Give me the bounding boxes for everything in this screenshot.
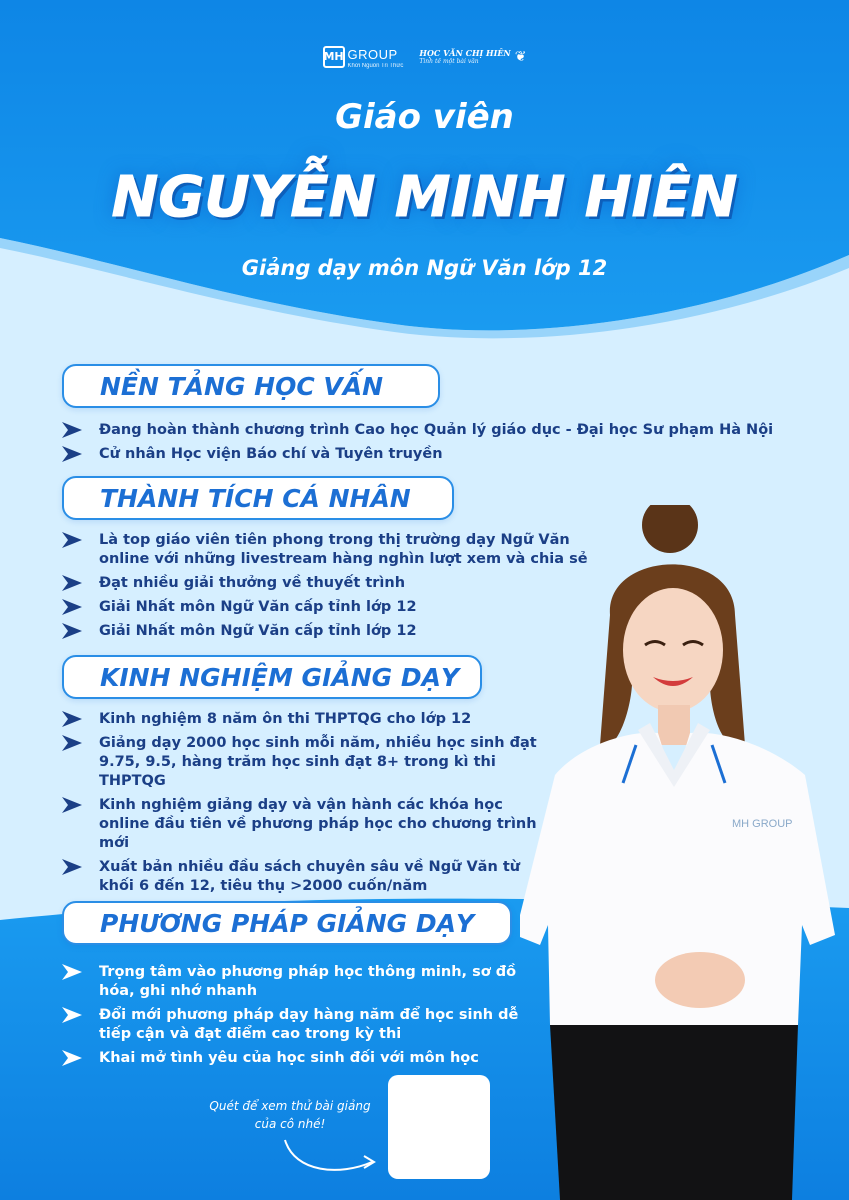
list-item: Khai mở tình yêu của học sinh đối với môn học [62, 1049, 542, 1068]
qr-caption: Quét để xem thử bài giảng của cô nhé! [209, 1099, 371, 1131]
section-title-achievements: THÀNH TÍCH CÁ NHÂN [62, 476, 454, 520]
mh-logo-name: GROUP [347, 47, 398, 62]
leaf-icon: ❦ [514, 48, 527, 65]
list-item: Kinh nghiệm 8 năm ôn thi THPTQG cho lớp 12 [62, 710, 552, 729]
arrow-bullet-icon [62, 711, 82, 727]
list-item: Xuất bản nhiều đầu sách chuyên sâu về Ngữ Văn từ khối 6 đến 12, tiêu thụ >2000 cuốn/năm [62, 858, 552, 896]
methods-list [62, 963, 542, 1073]
shirt-logo-text: MH GROUP [732, 818, 793, 830]
arrow-bullet-icon [62, 623, 82, 639]
hv-logo-tagline: Tinh tế một bài văn [419, 58, 479, 65]
experience-list [62, 710, 552, 901]
mh-group-logo [323, 44, 404, 69]
logo-bar [0, 44, 849, 69]
teacher-role: Giáo viên [335, 97, 514, 137]
list-item: Giải Nhất môn Ngữ Văn cấp tỉnh lớp 12 [62, 622, 622, 641]
section-title-education: NỀN TẢNG HỌC VẤN [62, 364, 440, 408]
hv-logo-name: HỌC VĂN CHỊ HIÊN [419, 48, 511, 58]
arrow-bullet-icon [62, 797, 82, 813]
arrow-bullet-icon [62, 859, 82, 875]
list-item: Là top giáo viên tiên phong trong thị trường dạy Ngữ Văn online với những livestream hàng nghìn lượt xem và chia sẻ [62, 531, 622, 569]
teacher-name: NGUYỄN MINH HIÊN [111, 165, 738, 230]
section-title-experience: KINH NGHIỆM GIẢNG DẠY [62, 655, 482, 699]
mh-logo-mark: MH [323, 46, 345, 68]
arrow-bullet-icon [62, 1050, 82, 1066]
list-item: Cử nhân Học viện Báo chí và Tuyên truyền [62, 445, 802, 464]
list-item: Trọng tâm vào phương pháp học thông minh, sơ đồ hóa, ghi nhớ nhanh [62, 963, 542, 1001]
list-item: Giải Nhất môn Ngữ Văn cấp tỉnh lớp 12 [62, 598, 622, 617]
education-list [62, 421, 802, 469]
list-item: Đang hoàn thành chương trình Cao học Quản lý giáo dục - Đại học Sư phạm Hà Nội [62, 421, 802, 440]
arrow-bullet-icon [62, 575, 82, 591]
arrow-bullet-icon [62, 964, 82, 980]
arrow-bullet-icon [62, 599, 82, 615]
section-title-methods: PHƯƠNG PHÁP GIẢNG DẠY [62, 901, 512, 945]
teacher-subject: Giảng dạy môn Ngữ Văn lớp 12 [241, 256, 608, 280]
list-item: Kinh nghiệm giảng dạy và vận hành các khóa học online đầu tiên về phương pháp học cho chương trình mới [62, 796, 552, 853]
arrow-bullet-icon [62, 446, 82, 462]
arrow-bullet-icon [62, 422, 82, 438]
curved-arrow-icon [280, 1128, 380, 1178]
mh-logo-tagline: Khơi Nguồn Tri Thức [347, 63, 404, 69]
list-item: Đạt nhiều giải thưởng về thuyết trình [62, 574, 622, 593]
list-item: Đổi mới phương pháp dạy hàng năm để học sinh dễ tiếp cận và đạt điểm cao trong kỳ thi [62, 1006, 542, 1044]
achievements-list [62, 531, 622, 646]
qr-code-placeholder[interactable] [388, 1075, 490, 1179]
list-item: Giảng dạy 2000 học sinh mỗi năm, nhiều học sinh đạt 9.75, 9.5, hàng trăm học sinh đạt 8+ trong kì thi THPTQG [62, 734, 552, 791]
hoc-van-logo [419, 48, 526, 65]
arrow-bullet-icon [62, 532, 82, 548]
arrow-bullet-icon [62, 1007, 82, 1023]
arrow-bullet-icon [62, 735, 82, 751]
